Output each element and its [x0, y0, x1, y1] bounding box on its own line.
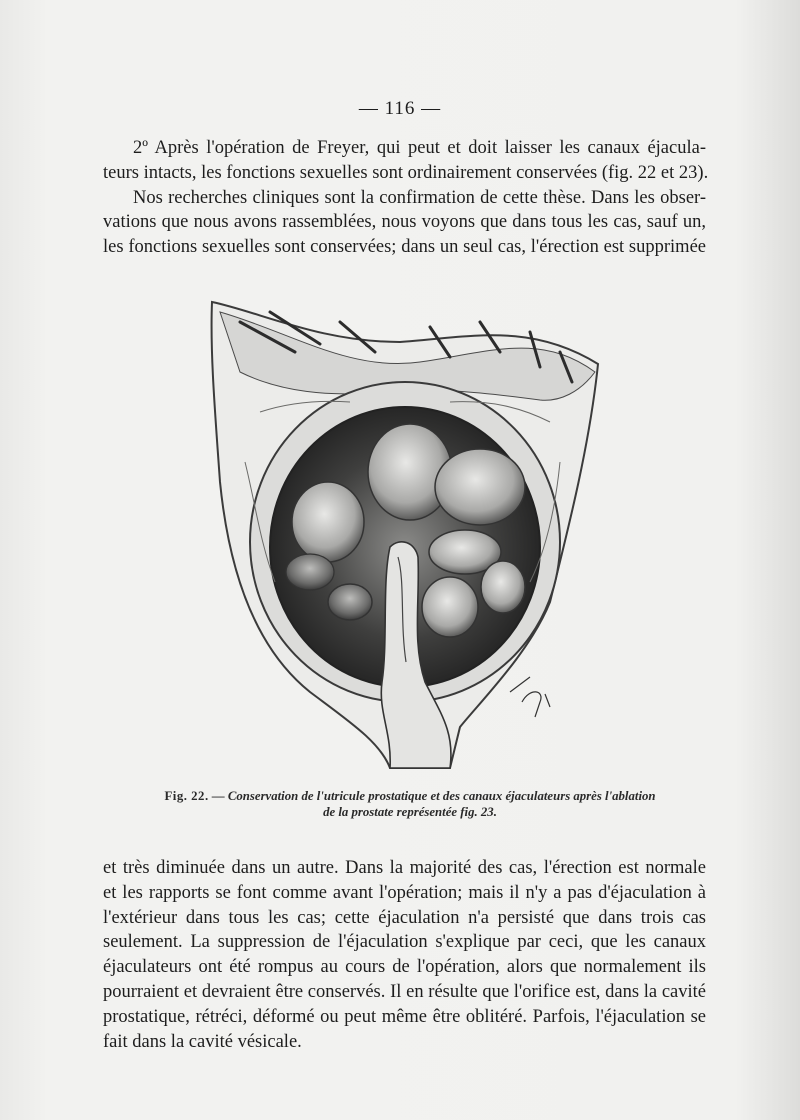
- text-line: Nos recherches cliniques sont la confirmation de cette thèse. Dans les obser-: [133, 187, 706, 208]
- text-line: et très diminuée dans un autre. Dans la majorité des cas, l'érection est normale: [103, 858, 706, 878]
- figure-caption: [140, 788, 680, 820]
- anatomical-illustration: [200, 282, 610, 772]
- caption-text-line2: de la prostate représentée fig. 23.: [323, 805, 497, 819]
- text-line: fait dans la cavité vésicale.: [103, 1031, 302, 1052]
- paragraph-top: [103, 136, 709, 260]
- text-line: l'extérieur dans tous les cas; cette éjaculation n'a persisté que dans trois cas: [103, 907, 706, 928]
- paragraph-bottom: [103, 856, 706, 1054]
- text-line: prostatique, rétréci, déformé ou peut même être oblitéré. Parfois, l'éjaculation se: [103, 1006, 706, 1027]
- figure-label: Fig. 22.: [164, 789, 209, 803]
- caption-text-line1: — Conservation de l'utricule prostatique et des canaux éjaculateurs après l'ablation: [211, 789, 656, 803]
- text-line: teurs intacts, les fonctions sexuelles sont ordinairement conservées (fig. 22 et 23).: [103, 162, 709, 183]
- text-line: vations que nous avons rassemblées, nous voyons que dans tous les cas, sauf un,: [103, 212, 706, 233]
- text-line: éjaculateurs ont été rompus au cours de l'opération, alors que normalement ils: [103, 957, 706, 978]
- text-line: 2º Après l'opération de Freyer, qui peut et doit laisser les canaux éjacula-: [133, 138, 706, 158]
- text-line: pourraient et devraient être conservés. Il en résulte que l'orifice est, dans la cavité: [103, 981, 706, 1002]
- text-line: les fonctions sexuelles sont conservées; dans un seul cas, l'érection est supprimée: [103, 237, 706, 258]
- page-number: — 116 —: [358, 98, 442, 119]
- text-line: seulement. La suppression de l'éjaculation s'explique par ceci, que les canaux: [103, 932, 706, 953]
- text-line: et les rapports se font comme avant l'opération; mais il n'y a pas d'éjaculation à: [103, 882, 706, 903]
